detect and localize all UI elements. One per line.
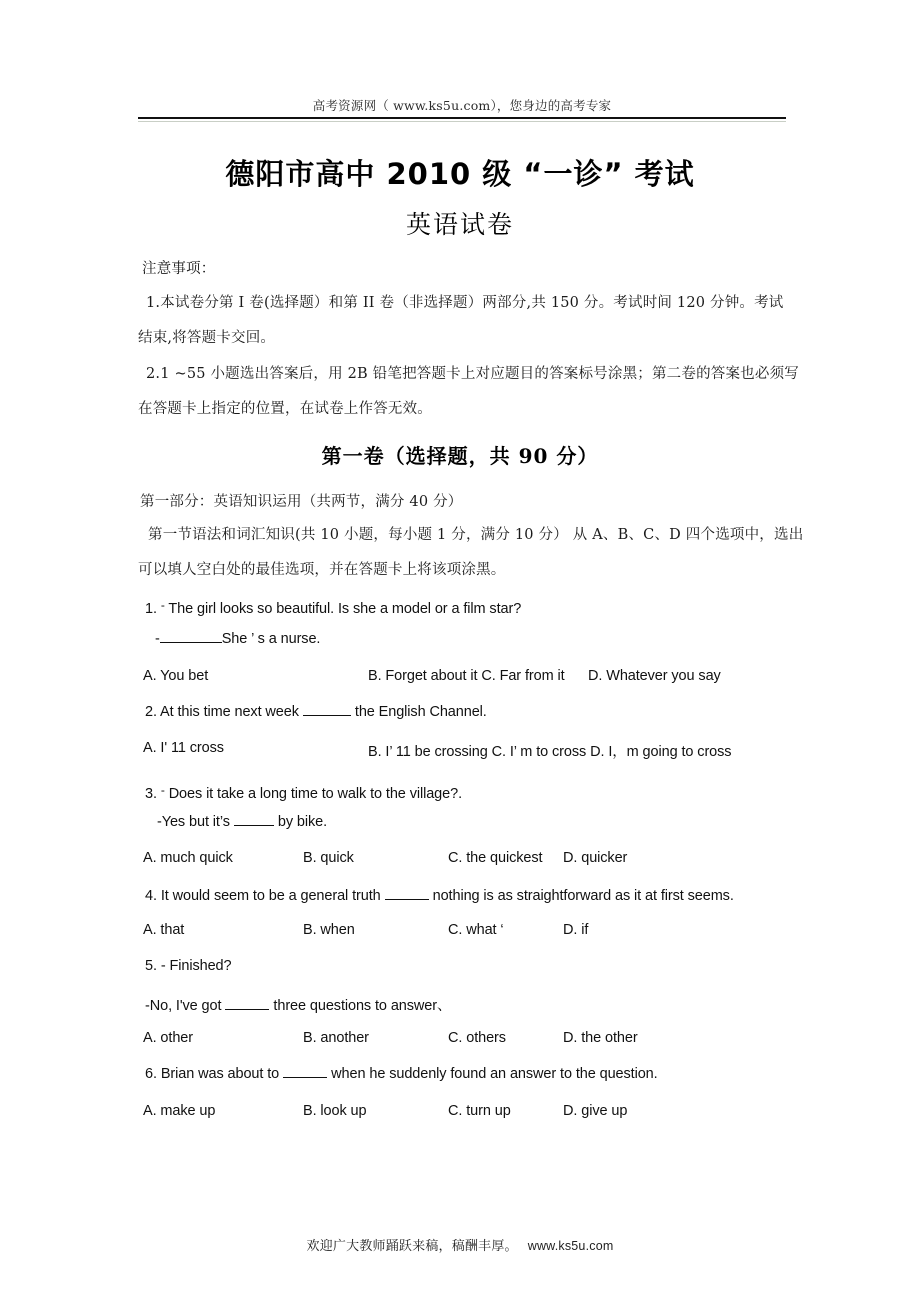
question-5-option-d[interactable]: D. the other (563, 1030, 638, 1046)
question-2-stem-before: At this time next week (160, 704, 299, 720)
question-4-option-b[interactable]: B. when (303, 922, 355, 938)
question-6-option-a[interactable]: A. make up (143, 1103, 216, 1119)
site-watermark-header: 高考资源网（ www.ks5u.com），您身边的高考专家 (312, 98, 612, 113)
question-1-blank[interactable] (160, 642, 222, 643)
question-3-stem (145, 783, 462, 802)
question-4-number: 4. (145, 888, 157, 904)
page-footer (0, 1235, 920, 1254)
question-1-stem-text: The girl looks so beautiful. Is she a model or a film star? (168, 600, 522, 617)
question-1-dash-icon: - (160, 598, 165, 612)
question-3-stem-text: Does it take a long time to walk to the village?. (168, 785, 463, 802)
header-divider (138, 117, 786, 119)
question-6-stem-before: Brian was about to (160, 1066, 280, 1082)
question-5-option-c[interactable]: C. others (448, 1030, 506, 1046)
question-2-number: 2. (145, 704, 157, 720)
question-4-stem (145, 888, 734, 904)
question-2-option-a[interactable]: A. I' 11 cross (143, 740, 224, 756)
question-3-reply-prefix: -Yes but it’s (157, 814, 230, 830)
question-3-number: 3. (145, 785, 157, 802)
notice-label: 注意事项： (142, 261, 216, 277)
question-4-stem-after: nothing is as straightforward as it at first seems. (432, 888, 734, 904)
question-5-option-b[interactable]: B. another (303, 1030, 369, 1046)
question-5-stem-text: - Finished? (160, 958, 232, 974)
question-2-option-bcd[interactable]: B. I’ 11 be crossing C. I’ m to cross D. I，m going to cross (368, 744, 732, 760)
question-5-reply-prefix: -No, I've got (145, 998, 222, 1014)
question-4-option-d[interactable]: D. if (563, 922, 589, 938)
page-title: 德阳市高中 2010 级 “一诊” 考试 (225, 157, 695, 191)
question-1-reply-prefix: - (155, 631, 160, 647)
question-1-option-d[interactable]: D. Whatever you say (588, 668, 721, 684)
question-6-option-b[interactable]: B. look up (303, 1103, 367, 1119)
question-2-stem (145, 704, 487, 720)
question-1-number: 1. (145, 600, 157, 617)
section-instructions: 第一节语法和词汇知识(共 10 小题，每小题 1 分，满分 10 分） 从 A、B、C、D 四个选项中，选出可以填人空白处的最佳选项，并在答题卡上将该项涂黑。 (138, 527, 804, 578)
question-5-blank[interactable] (225, 1009, 269, 1010)
question-5-stem (145, 958, 231, 974)
question-4-stem-before: It would seem to be a general truth (160, 888, 381, 904)
question-4-blank[interactable] (385, 899, 429, 900)
question-6-stem-after: when he suddenly found an answer to the question. (331, 1066, 658, 1082)
question-1-stem (145, 598, 521, 617)
question-3-option-b[interactable]: B. quick (303, 850, 354, 866)
notice-item-2: 2.1 ~55 小题选出答案后，用 2B 铅笔把答题卡上对应题目的答案标号涂黑；第二卷的答案也必须写在答题卡上指定的位置，在试卷上作答无效。 (138, 366, 799, 417)
question-4-option-a[interactable]: A. that (143, 922, 185, 938)
question-3-option-a[interactable]: A. much quick (143, 850, 233, 866)
question-2-stem-after: the English Channel. (354, 704, 487, 720)
question-6-number: 6. (145, 1066, 157, 1082)
question-4-option-c[interactable]: C. what ‘ (448, 922, 504, 938)
question-1-option-bc[interactable]: B. Forget about it C. Far from it (368, 668, 565, 684)
question-1-reply-suffix: She ’ s a nurse. (221, 631, 321, 647)
question-3-option-c[interactable]: C. the quickest (448, 850, 543, 866)
question-6-option-c[interactable]: C. turn up (448, 1103, 511, 1119)
question-6-blank[interactable] (283, 1077, 327, 1078)
question-1-reply (155, 631, 320, 647)
question-5-reply (145, 994, 451, 1015)
question-1-option-a[interactable]: A. You bet (143, 668, 209, 684)
question-6-stem (145, 1066, 658, 1082)
question-5-option-a[interactable]: A. other (143, 1030, 193, 1046)
question-6-option-d[interactable]: D. give up (563, 1103, 628, 1119)
question-3-blank[interactable] (234, 825, 274, 826)
part-one-heading: 第一卷（选择题，共 90 分） (321, 444, 599, 468)
question-3-reply (157, 814, 327, 830)
question-2-blank[interactable] (303, 715, 351, 716)
footer-text: 欢迎广大教师踊跃来稿，稿酬丰厚。 (306, 1239, 518, 1254)
page-subtitle: 英语试卷 (405, 210, 514, 239)
question-5-number: 5. (145, 958, 157, 974)
question-5-reply-suffix: three questions to answer、 (273, 998, 452, 1014)
question-3-dash-icon: - (160, 783, 165, 797)
footer-url[interactable]: www.ks5u.com (527, 1239, 614, 1253)
question-3-reply-suffix: by bike. (277, 814, 328, 830)
notice-item-1: 1.本试卷分第 I 卷(选择题）和第 II 卷（非选择题）两部分,共 150 分。考试时间 120 分钟。考试结束,将答题卡交回。 (138, 295, 784, 346)
section-part-label: 第一部分：英语知识运用（共两节，满分 40 分） (140, 494, 463, 510)
question-3-option-d[interactable]: D. quicker (563, 850, 628, 866)
